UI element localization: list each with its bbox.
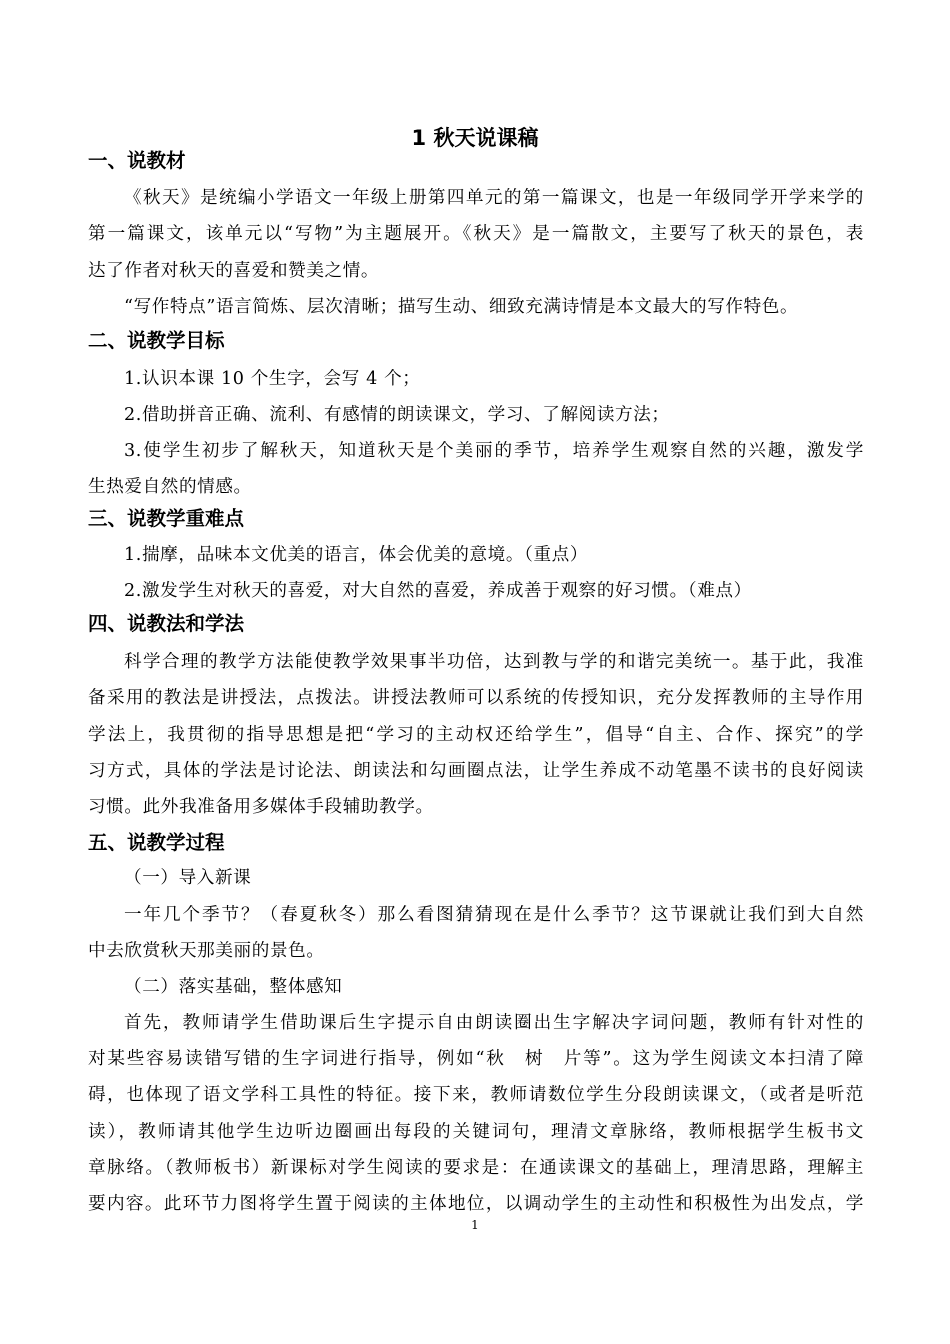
section-heading-textbook: 一、说教材 (88, 149, 186, 172)
paragraph-line: 要内容。此环节力图将学生置于阅读的主体地位，以调动学生的主动性和积极性为出发点，学 (88, 1194, 864, 1214)
section-heading-methods: 四、说教法和学法 (88, 612, 245, 635)
paragraph-line: “写作特点”语言简炼、层次清晰；描写生动、细致充满诗情是本文最大的写作特色。 (124, 297, 799, 317)
objective-item: 2.借助拼音正确、流利、有感情的朗读课文，学习、了解阅读方法； (124, 405, 670, 425)
key-point-item: 2.激发学生对秋天的喜爱，对大自然的喜爱，养成善于观察的好习惯。（难点） (124, 581, 752, 601)
page-number: 1 (471, 1218, 479, 1232)
paragraph-line: 首先，教师请学生借助课后生字提示自由朗读圈出生字解决字词问题，教师有针对性的 (124, 1013, 864, 1033)
paragraph-line: 习方式，具体的学法是讨论法、朗读法和勾画圈点法，让学生养成不动笔墨不读书的良好阅读 (88, 761, 864, 781)
section-heading-key-points: 三、说教学重难点 (88, 507, 245, 530)
objective-item: 3.使学生初步了解秋天，知道秋天是个美丽的季节，培养学生观察自然的兴趣，激发学 (124, 441, 864, 461)
document-title: 1 秋天说课稿 (411, 126, 539, 150)
paragraph-line: 对某些容易读错写错的生字词进行指导，例如“秋 树 片等”。这为学生阅读文本扫清了障 (88, 1049, 864, 1069)
paragraph-line: 章脉络。（教师板书）新课标对学生阅读的要求是：在通读课文的基础上，理清思路，理解主 (88, 1158, 864, 1178)
paragraph-line: 《秋天》是统编小学语文一年级上册第四单元的第一篇课文，也是一年级同学开学来学的 (124, 188, 864, 208)
paragraph-line: 科学合理的教学方法能使教学效果事半功倍，达到教与学的和谐完美统一。基于此，我准 (124, 652, 864, 672)
paragraph-line: 中去欣赏秋天那美丽的景色。 (88, 941, 325, 961)
section-heading-objectives: 二、说教学目标 (88, 329, 225, 352)
subsection-heading: （二）落实基础，整体感知 (124, 977, 343, 997)
paragraph-line: 读），教师请其他学生边听边圈画出每段的关键词句，理清文章脉络，教师根据学生板书文 (88, 1122, 864, 1142)
subsection-heading: （一）导入新课 (124, 868, 252, 888)
paragraph-line: 第一篇课文，该单元以“写物”为主题展开。《秋天》是一篇散文，主要写了秋天的景色，表 (88, 224, 864, 244)
paragraph-line: 生热爱自然的情感。 (88, 477, 252, 497)
key-point-item: 1.揣摩，品味本文优美的语言，体会优美的意境。（重点） (124, 545, 589, 565)
paragraph-line: 学法上，我贯彻的指导思想是把“学习的主动权还给学生”，倡导“自主、合作、探究”的学 (88, 725, 864, 745)
objective-item: 1.认识本课 10 个生字，会写 4 个； (124, 369, 421, 389)
section-heading-process: 五、说教学过程 (88, 831, 225, 854)
paragraph-line: 一年几个季节？（春夏秋冬）那么看图猜猜现在是什么季节？这节课就让我们到大自然 (124, 905, 864, 925)
paragraph-line: 碍，也体现了语文学科工具性的特征。接下来，教师请数位学生分段朗读课文，（或者是听范 (88, 1085, 864, 1105)
paragraph-line: 备采用的教法是讲授法，点拨法。讲授法教师可以系统的传授知识，充分发挥教师的主导作用 (88, 688, 864, 708)
paragraph-line: 达了作者对秋天的喜爱和赞美之情。 (88, 261, 380, 281)
paragraph-line: 习惯。此外我准备用多媒体手段辅助教学。 (88, 797, 434, 817)
